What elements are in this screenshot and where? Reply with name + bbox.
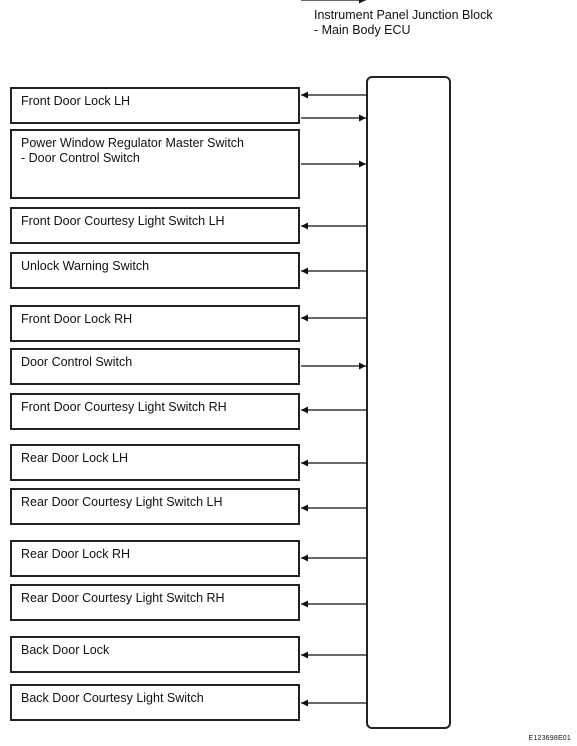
ecu-title-line-2: - Main Body ECU [314, 23, 411, 37]
component-box [10, 129, 300, 199]
component-label: Front Door Lock LH [21, 94, 131, 108]
component-box [10, 252, 300, 289]
component-label: Back Door Courtesy Light Switch [21, 691, 204, 705]
component-label: Door Control Switch [21, 355, 133, 369]
component-label: Front Door Courtesy Light Switch RH [21, 400, 227, 414]
component-label: Back Door Lock [21, 643, 110, 657]
component-label: Front Door Lock RH [21, 312, 133, 326]
component-box [10, 305, 300, 342]
component-label: Power Window Regulator Master Switch - Door Control Switch [21, 136, 244, 165]
component-box [10, 87, 300, 124]
component-box [10, 393, 300, 430]
component-label: Rear Door Courtesy Light Switch RH [21, 591, 225, 605]
component-box [10, 348, 300, 385]
component-box [10, 540, 300, 577]
component-label: Rear Door Lock LH [21, 451, 128, 465]
figure-code: E123698E01 [528, 735, 571, 742]
ecu-title-line-1: Instrument Panel Junction Block [314, 8, 493, 22]
component-label: Front Door Courtesy Light Switch LH [21, 214, 225, 228]
component-box [10, 488, 300, 525]
component-label: Unlock Warning Switch [21, 259, 150, 273]
component-label: Rear Door Courtesy Light Switch LH [21, 495, 223, 509]
component-label: Rear Door Lock RH [21, 547, 131, 561]
component-box [10, 684, 300, 721]
component-box [10, 444, 300, 481]
component-box [10, 636, 300, 673]
component-box [10, 584, 300, 621]
ecu-title [314, 8, 493, 38]
main-body-ecu-box [366, 76, 451, 729]
component-box [10, 207, 300, 244]
